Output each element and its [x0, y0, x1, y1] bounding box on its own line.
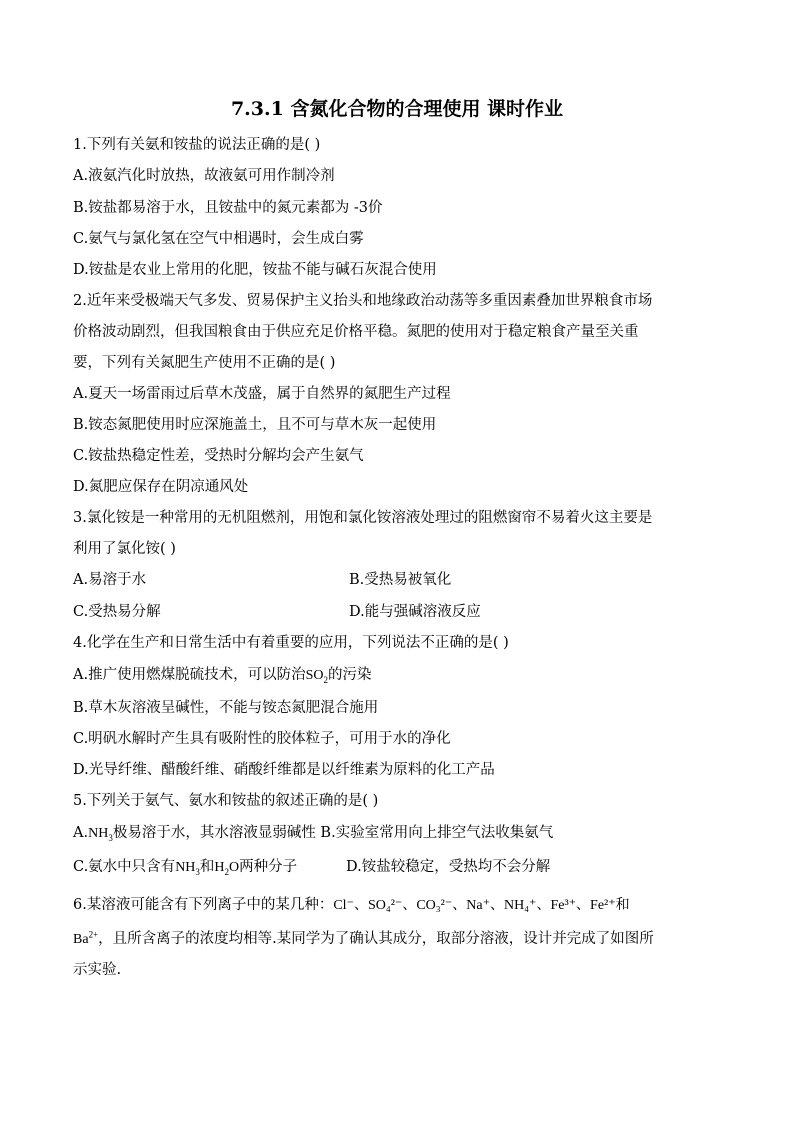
q3-stem-line1: 3.氯化铵是一种常用的无机阻燃剂，用饱和氯化铵溶液处理过的阻燃窗帘不易着火这主要是 [73, 510, 653, 526]
q5-option-c: C.氨水中只含有$NH_3$和$H_2O$两种分子 [73, 859, 298, 877]
q2-stem-line3: 要，下列有关氮肥生产使用不正确的是( ) [73, 355, 336, 371]
q4-option-a-text: A.推广使用燃煤脱硫技术，可以防治 [73, 667, 306, 683]
q3-option-a: A.易溶于水 [73, 572, 147, 588]
q5-options-ab: $A.NH_3$极易溶于水，其水溶液显弱碱性 B.实验室常用向上排空气法收集氨气 [73, 825, 554, 843]
q1-option-d: D.铵盐是农业上常用的化肥，铵盐不能与碱石灰混合使用 [73, 262, 437, 278]
barium-ion: $Ba^{2+}$ [73, 929, 99, 947]
q4-option-d: D.光导纤维、醋酸纤维、硝酸纤维都是以纤维素为原料的化工产品 [73, 762, 495, 778]
q4-stem: 4.化学在生产和日常生活中有着重要的应用，下列说法不正确的是( ) [73, 635, 509, 651]
q2-stem-line2: 价格波动剧烈，但我国粮食由于供应充足价格平稳。氮肥的使用对于稳定粮食产量至关重 [73, 324, 639, 340]
q2-option-c: C.铵盐热稳定性差，受热时分解均会产生氨气 [73, 448, 364, 464]
q4-option-a-tail: 的污染 [328, 667, 372, 683]
q3-option-b: B.受热易被氧化 [349, 572, 452, 588]
q6-stem-line2: $Ba^{2+}$，且所含离子的浓度均相等.某同学为了确认其成分，取部分溶液，设计并完成了如图所 [73, 929, 654, 947]
q2-option-a: A.夏天一场雷雨过后草木茂盛，属于自然界的氮肥生产过程 [73, 386, 451, 402]
q4-option-c: C.明矾水解时产生具有吸附性的胶体粒子，可用于水的净化 [73, 731, 451, 747]
q2-stem-line1: 2.近年来受极端天气多发、贸易保护主义抬头和地缘政治动荡等多重因素叠加世界粮食市场 [73, 293, 653, 309]
so2-formula: $SO_2$ [305, 668, 328, 685]
q5-option-d: D.铵盐较稳定，受热均不会分解 [346, 859, 551, 875]
q4-option-a [73, 665, 372, 686]
nh3-formula: $NH_3$ [175, 860, 200, 877]
q6-stem-line1: 6.某溶液可能含有下列离子中的某几种：Cl⁻、SO₄²⁻、CO₃²⁻、Na⁺、NH₄⁺、Fe³⁺、Fe²⁺和 [73, 897, 630, 913]
q3-option-c: C.受热易分解 [73, 604, 161, 620]
q4-option-b: B.草木灰溶液呈碱性，不能与铵态氮肥混合施用 [73, 700, 379, 716]
q1-stem: 1.下列有关氨和铵盐的说法正确的是( ) [73, 137, 321, 153]
ion-list: Cl⁻、SO₄²⁻、CO₃²⁻、Na⁺、NH₄⁺、Fe³⁺、Fe²⁺和 [333, 898, 630, 913]
q2-option-b: B.铵态氮肥使用时应深施盖土，且不可与草木灰一起使用 [73, 417, 437, 433]
q1-option-b: B.铵盐都易溶于水，且铵盐中的氮元素都为 -3价 [73, 200, 383, 216]
page-title: 7.3.1 含氮化合物的合理使用 课时作业 [230, 98, 564, 120]
q6-stem-line3: 示实验. [73, 962, 122, 978]
q3-option-d: D.能与强碱溶液反应 [349, 604, 481, 620]
nh3-formula: $NH_3$ [88, 826, 113, 843]
q1-option-c: C.氨气与氯化氢在空气中相遇时，会生成白雾 [73, 231, 364, 247]
q5-stem: 5.下列关于氨气、氨水和铵盐的叙述正确的是( ) [73, 793, 379, 809]
q2-option-d: D.氮肥应保存在阴凉通风处 [73, 479, 249, 495]
h2o-formula: $H_2O$ [214, 860, 240, 877]
q3-stem-line2: 利用了氯化铵( ) [73, 541, 176, 557]
q1-option-a: A.液氨汽化时放热，故液氨可用作制冷剂 [73, 168, 335, 184]
